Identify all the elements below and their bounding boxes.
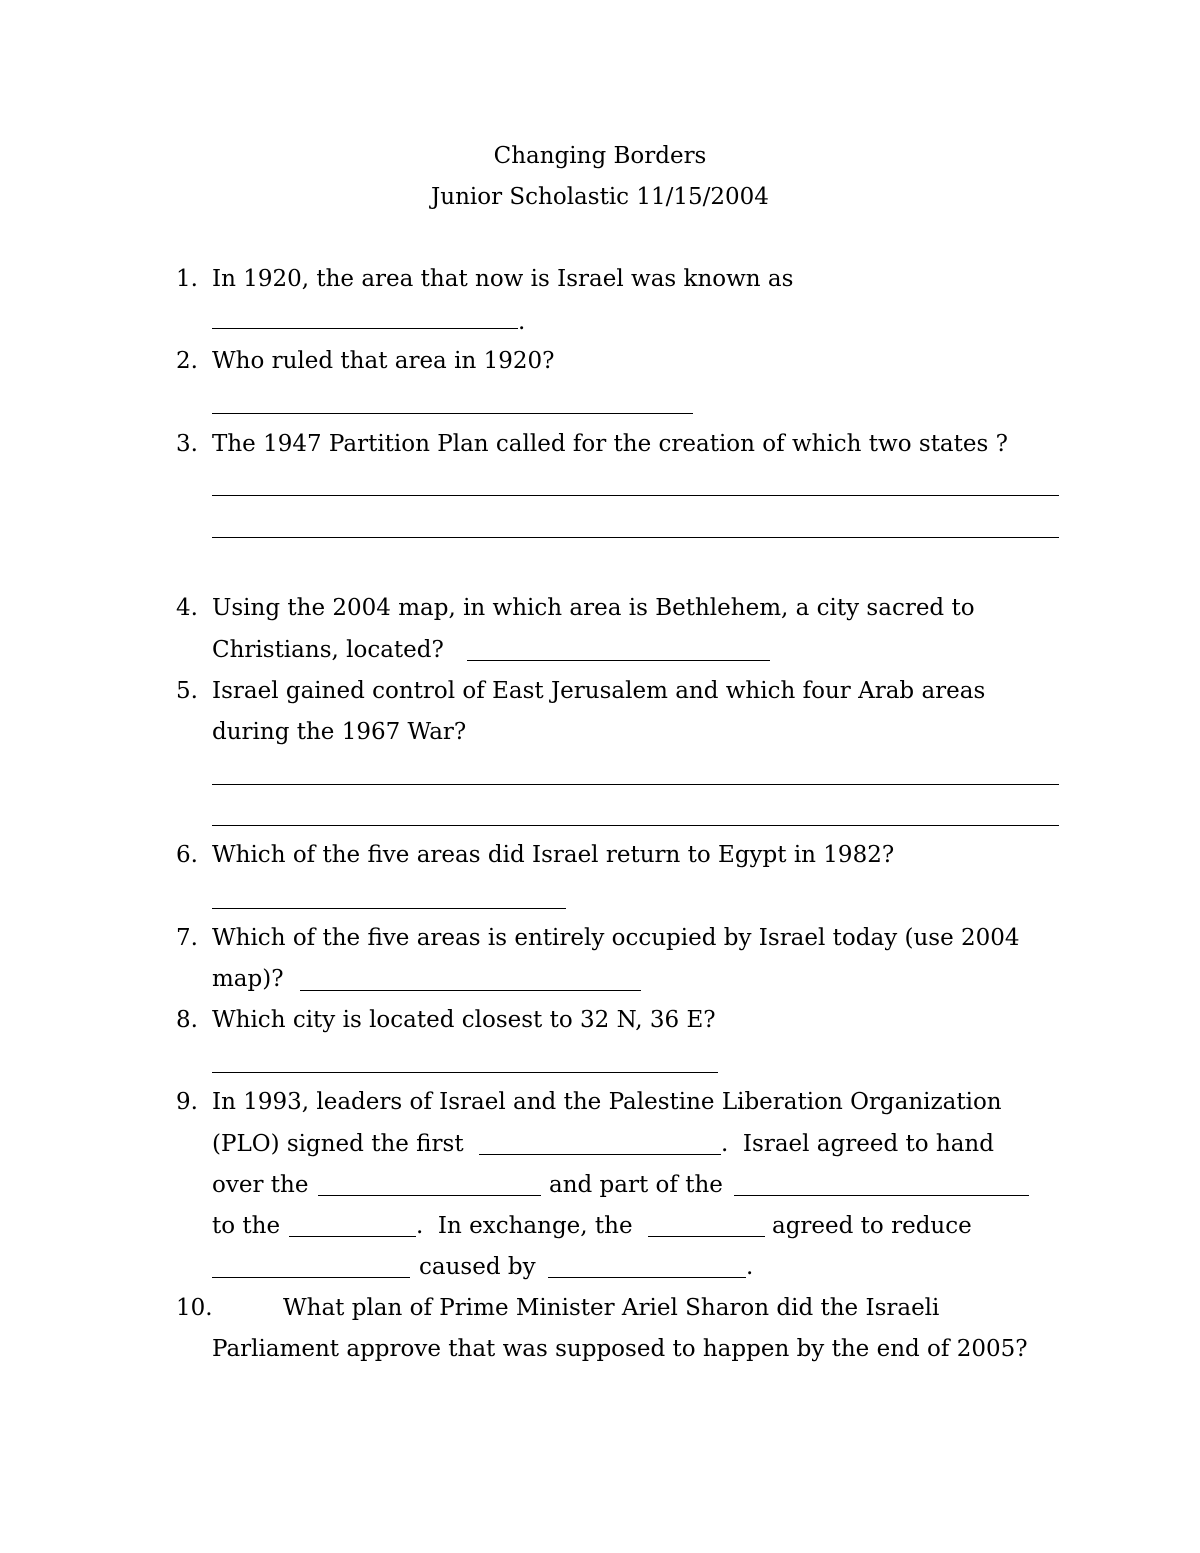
question-5-number: 5. — [176, 678, 198, 704]
answer-blank-5a[interactable] — [212, 784, 1059, 785]
question-5-text-line-1: Israel gained control of East Jerusalem and which four Arab areas — [212, 678, 986, 704]
answer-blank-4[interactable] — [467, 660, 770, 661]
question-9-text-line-2b: . Israel agreed to hand — [721, 1131, 994, 1157]
question-9-text-line-4b: . In exchange, the — [416, 1213, 633, 1239]
question-2-text: Who ruled that area in 1920? — [212, 348, 555, 374]
question-9-text-line-2a: (PLO) signed the first — [212, 1131, 464, 1157]
question-9-text-line-4a: to the — [212, 1213, 281, 1239]
question-9-text-line-4c: agreed to reduce — [772, 1213, 972, 1239]
question-4-number: 4. — [176, 595, 198, 621]
answer-blank-9-cause[interactable] — [548, 1277, 746, 1278]
answer-blank-9-area-2[interactable] — [734, 1195, 1029, 1196]
answer-blank-6[interactable] — [212, 908, 566, 909]
question-5-text-line-2: during the 1967 War? — [212, 719, 467, 745]
question-8-number: 8. — [176, 1007, 198, 1033]
answer-blank-3b[interactable] — [212, 537, 1059, 538]
page-title: Changing Borders — [493, 143, 707, 169]
question-9-text-line-3b: and part of the — [549, 1172, 723, 1198]
answer-blank-9-reduce[interactable] — [212, 1277, 410, 1278]
answer-blank-2[interactable] — [212, 413, 693, 414]
question-9-number: 9. — [176, 1089, 198, 1115]
question-6-number: 6. — [176, 842, 198, 868]
question-9-text-line-5a: caused by — [419, 1254, 536, 1280]
question-2-number: 2. — [176, 348, 198, 374]
answer-blank-5b[interactable] — [212, 825, 1059, 826]
question-7-text-line-2: map)? — [212, 966, 284, 992]
question-10-text-line-2: Parliament approve that was supposed to happen by the end of 2005? — [212, 1336, 1028, 1362]
answer-blank-8[interactable] — [212, 1072, 718, 1073]
answer-blank-9-party[interactable] — [648, 1236, 765, 1237]
question-1-text: In 1920, the area that now is Israel was known as — [212, 266, 794, 292]
question-1-period: . — [518, 309, 526, 335]
question-4-text-line-2: Christians, located? — [212, 637, 444, 663]
question-10-text-line-1: What plan of Prime Minister Ariel Sharon did the Israeli — [283, 1295, 940, 1321]
question-3-number: 3. — [176, 431, 198, 457]
answer-blank-1[interactable] — [212, 328, 518, 329]
question-10-number: 10. — [176, 1295, 213, 1321]
question-9-text-line-1: In 1993, leaders of Israel and the Palestine Liberation Organization — [212, 1089, 1002, 1115]
question-9-text-line-5b: . — [746, 1254, 754, 1280]
question-1-number: 1. — [176, 266, 198, 292]
answer-blank-7[interactable] — [300, 990, 641, 991]
question-6-text: Which of the five areas did Israel return to Egypt in 1982? — [212, 842, 895, 868]
question-7-text-line-1: Which of the five areas is entirely occupied by Israel today (use 2004 — [212, 925, 1020, 951]
page-subtitle: Junior Scholastic 11/15/2004 — [431, 184, 769, 210]
answer-blank-9-recipient[interactable] — [289, 1236, 416, 1237]
answer-blank-9-area-1[interactable] — [318, 1195, 541, 1196]
question-9-text-line-3a: over the — [212, 1172, 309, 1198]
question-8-text: Which city is located closest to 32 N, 36 E? — [212, 1007, 716, 1033]
question-3-text: The 1947 Partition Plan called for the creation of which two states ? — [212, 431, 1008, 457]
answer-blank-3a[interactable] — [212, 495, 1059, 496]
question-7-number: 7. — [176, 925, 198, 951]
question-4-text-line-1: Using the 2004 map, in which area is Bethlehem, a city sacred to — [212, 595, 975, 621]
answer-blank-9-agreement[interactable] — [479, 1154, 721, 1155]
